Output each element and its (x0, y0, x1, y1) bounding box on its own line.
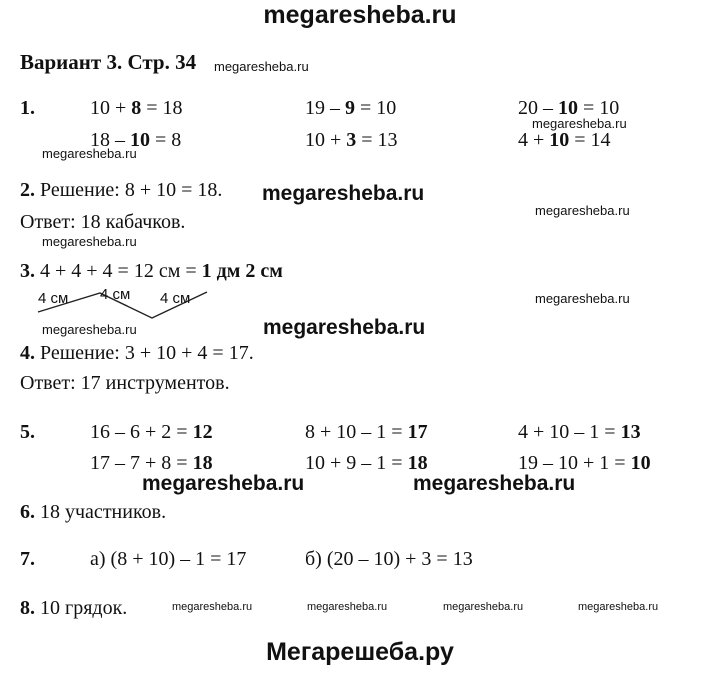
watermark: megaresheba.ru (578, 601, 659, 613)
task2-answer: Ответ: 18 кабачков. (20, 211, 186, 233)
watermark: megaresheba.ru (172, 601, 253, 613)
task1-item-3: 20 – 10 = 10 (518, 97, 620, 119)
watermark-bold: megaresheba.ru (263, 316, 426, 339)
task1-item-4: 18 – 10 = 8 (90, 129, 182, 151)
task1-item-5: 10 + 3 = 13 (305, 129, 398, 151)
task5-item-6: 19 – 10 + 1 = 10 (518, 452, 651, 474)
task5-item-1: 16 – 6 + 2 = 12 (90, 421, 213, 443)
site-footer: Мегарешеба.ру (266, 638, 454, 666)
task7-number: 7. (20, 548, 35, 570)
task2-solution: 2. Решение: 8 + 10 = 18. (20, 179, 223, 201)
task5-item-3: 4 + 10 – 1 = 13 (518, 421, 641, 443)
task1-number: 1. (20, 97, 35, 119)
watermark: megaresheba.ru (42, 234, 137, 249)
task4-solution: 4. Решение: 3 + 10 + 4 = 17. (20, 342, 254, 364)
task7-part-b: б) (20 – 10) + 3 = 13 (305, 548, 473, 570)
task6-text: 6. 18 участников. (20, 501, 167, 523)
watermark: megaresheba.ru (214, 59, 309, 74)
watermark-bold: megaresheba.ru (142, 472, 305, 495)
watermark: megaresheba.ru (42, 322, 137, 337)
task7-part-a: а) (8 + 10) – 1 = 17 (90, 548, 247, 570)
page-title: Вариант 3. Стр. 34 (20, 50, 197, 74)
task8-text: 8. 10 грядок. (20, 597, 128, 619)
watermark-bold: megaresheba.ru (413, 472, 576, 495)
watermark: megaresheba.ru (532, 116, 627, 131)
task5-number: 5. (20, 421, 35, 443)
watermark: megaresheba.ru (535, 291, 630, 306)
task5-item-5: 10 + 9 – 1 = 18 (305, 452, 428, 474)
watermark: megaresheba.ru (443, 601, 524, 613)
task3-label-1: 4 см (38, 290, 69, 307)
task3-label-3: 4 см (160, 290, 191, 307)
task1-item-1: 10 + 8 = 18 (90, 97, 183, 119)
watermark-bold: megaresheba.ru (262, 182, 425, 205)
watermark: megaresheba.ru (535, 203, 630, 218)
task1-item-2: 19 – 9 = 10 (305, 97, 397, 119)
task4-answer: Ответ: 17 инструментов. (20, 372, 230, 394)
task3-label-2: 4 см (100, 286, 131, 303)
task5-item-2: 8 + 10 – 1 = 17 (305, 421, 428, 443)
task1-item-6: 4 + 10 = 14 (518, 129, 611, 151)
watermark: megaresheba.ru (42, 146, 137, 161)
watermark: megaresheba.ru (307, 601, 388, 613)
task3-expression: 3. 4 + 4 + 4 = 12 см = 1 дм 2 см (20, 260, 283, 282)
site-header: megaresheba.ru (263, 1, 457, 29)
task5-item-4: 17 – 7 + 8 = 18 (90, 452, 213, 474)
